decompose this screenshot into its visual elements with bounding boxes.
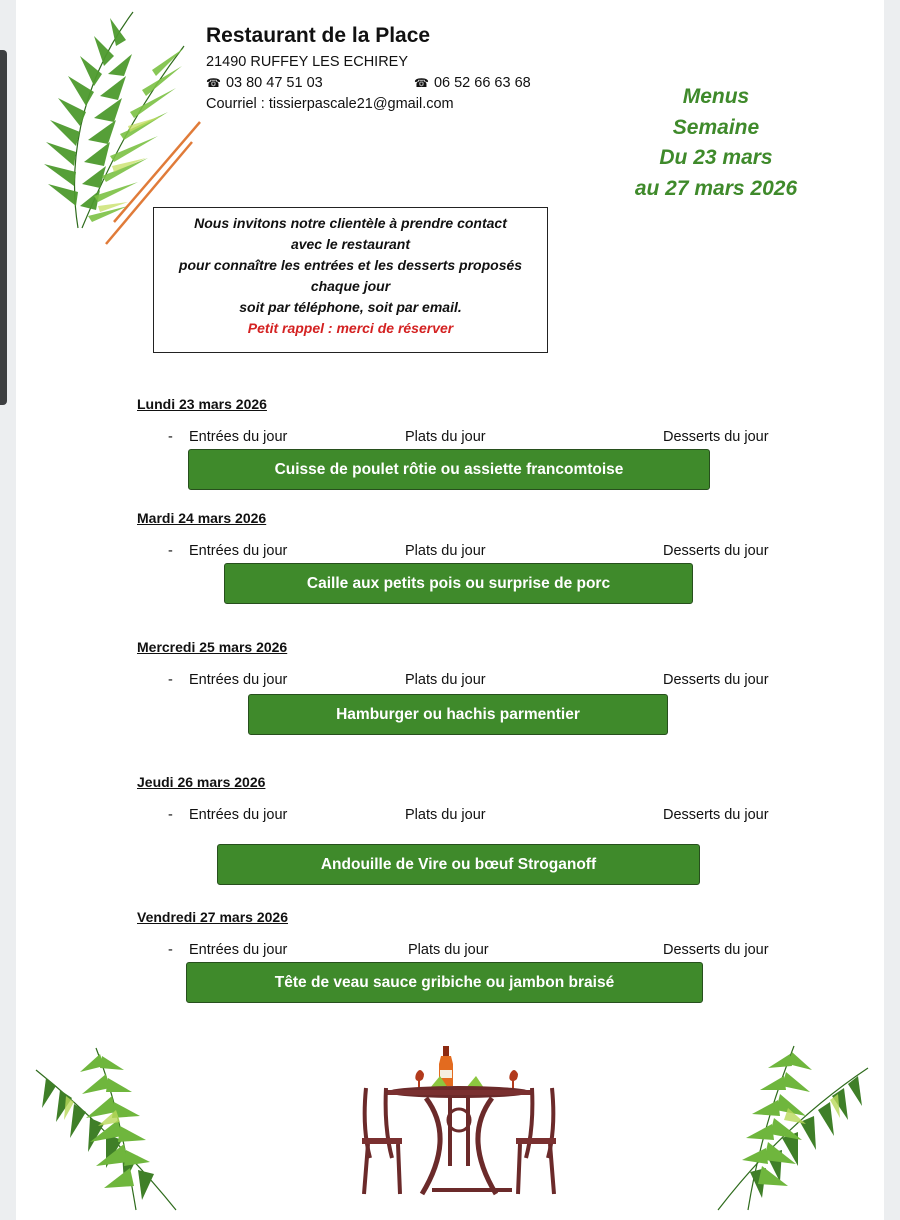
week-line-4: au 27 mars 2026 — [634, 176, 798, 200]
bullet-dash: - — [168, 807, 173, 823]
dish-tuesday: Caille aux petits pois ou surprise de porc — [224, 563, 693, 604]
entrees-label: Entrées du jour — [189, 672, 288, 688]
week-line-1: Menus — [682, 85, 750, 108]
dish-thursday: Andouille de Vire ou bœuf Stroganoff — [217, 844, 700, 885]
entrees-label: Entrées du jour — [189, 429, 288, 445]
plats-label: Plats du jour — [405, 543, 486, 559]
palm-leaf-icon — [26, 1040, 186, 1215]
bullet-dash: - — [168, 672, 173, 688]
desserts-label: Desserts du jour — [663, 543, 769, 559]
notice-line-5: soit par téléphone, soit par email. — [239, 299, 462, 315]
plats-label: Plats du jour — [405, 672, 486, 688]
dish-friday: Tête de veau sauce gribiche ou jambon braisé — [186, 962, 703, 1003]
palm-leaf-icon — [708, 1038, 878, 1216]
bullet-dash: - — [168, 429, 173, 445]
desserts-label: Desserts du jour — [663, 807, 769, 823]
day-title-thursday: Jeudi 26 mars 2026 — [137, 774, 266, 790]
restaurant-address: 21490 RUFFEY LES ECHIREY — [206, 54, 409, 70]
desserts-label: Desserts du jour — [663, 429, 769, 445]
restaurant-name: Restaurant de la Place — [206, 24, 431, 47]
desserts-label: Desserts du jour — [663, 942, 769, 958]
entrees-label: Entrées du jour — [189, 543, 288, 559]
menu-page — [16, 0, 884, 1220]
week-line-3: Du 23 mars — [659, 146, 773, 169]
reminder-text: Petit rappel : merci de réserver — [247, 320, 454, 336]
plats-label: Plats du jour — [405, 429, 486, 445]
notice-box — [153, 207, 548, 353]
notice-line-4: chaque jour — [310, 278, 391, 294]
entrees-label: Entrées du jour — [189, 807, 288, 823]
notice-line-2: avec le restaurant — [290, 236, 411, 252]
phone-number-2: 06 52 66 63 68 — [433, 75, 531, 91]
email-line[interactable]: Courriel : tissierpascale21@gmail.com — [206, 96, 454, 112]
day-title-friday: Vendredi 27 mars 2026 — [137, 909, 288, 925]
day-title-wednesday: Mercredi 25 mars 2026 — [137, 639, 288, 655]
scrollbar-handle[interactable] — [0, 50, 7, 405]
plats-label: Plats du jour — [408, 942, 489, 958]
week-heading — [616, 82, 816, 204]
phone-line-1[interactable] — [206, 75, 323, 91]
dish-wednesday: Hamburger ou hachis parmentier — [248, 694, 668, 735]
day-title-tuesday: Mardi 24 mars 2026 — [137, 510, 267, 526]
phone-icon: ☎ — [414, 76, 429, 90]
bistro-table-icon — [346, 1042, 572, 1198]
week-line-2: Semaine — [672, 115, 760, 139]
desserts-label: Desserts du jour — [663, 672, 769, 688]
phone-icon: ☎ — [206, 76, 221, 90]
phone-line-2[interactable] — [414, 75, 531, 91]
notice-line-3: pour connaître les entrées et les desserts proposés — [178, 257, 523, 273]
day-title-monday: Lundi 23 mars 2026 — [137, 396, 267, 412]
bullet-dash: - — [168, 543, 173, 559]
entrees-label: Entrées du jour — [189, 942, 288, 958]
phone-number-1: 03 80 47 51 03 — [225, 75, 323, 91]
dish-monday: Cuisse de poulet rôtie ou assiette francomtoise — [188, 449, 710, 490]
plats-label: Plats du jour — [405, 807, 486, 823]
notice-line-1: Nous invitons notre clientèle à prendre contact — [194, 215, 507, 231]
bullet-dash: - — [168, 942, 173, 958]
